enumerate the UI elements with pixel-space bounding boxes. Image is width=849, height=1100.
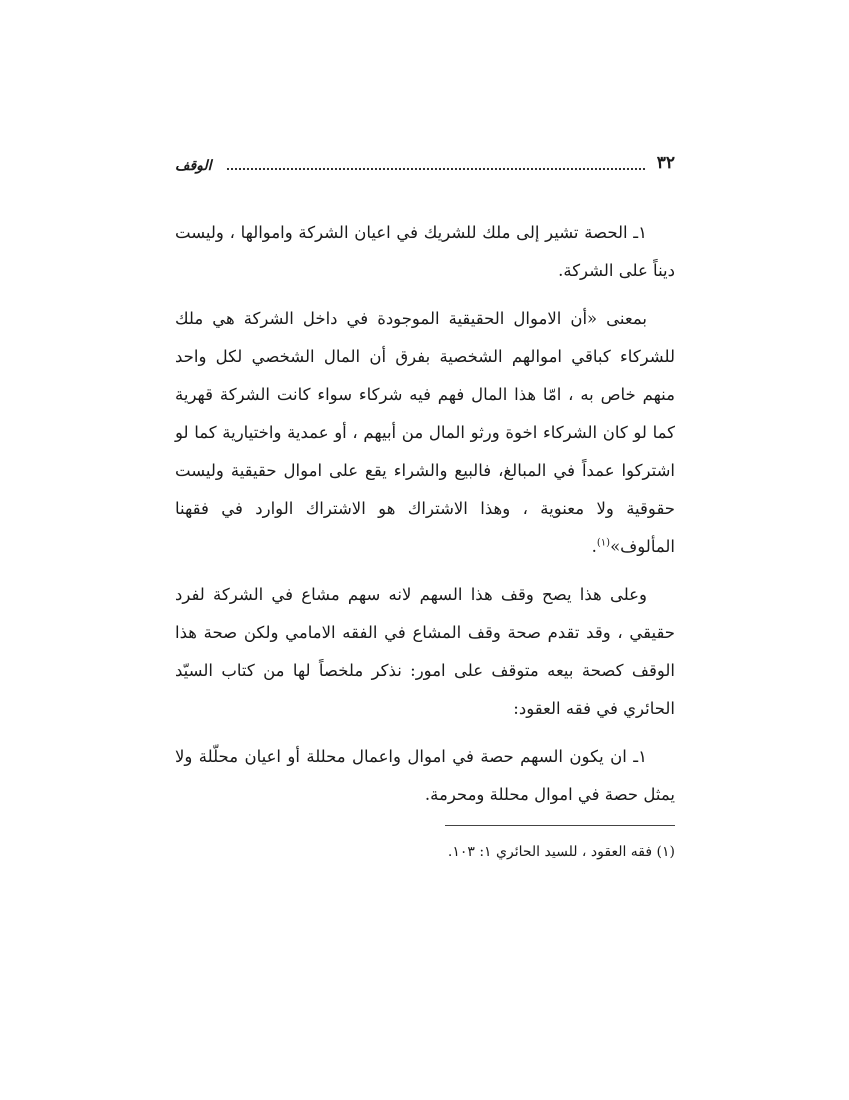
header-dotted-leader [227, 168, 645, 170]
footnote-marker: (١) [596, 537, 611, 549]
footnote: (١) فقه العقود ، للسيد الحائري ١: ١٠٣. [447, 844, 675, 860]
footnote-divider [445, 825, 675, 826]
quotation-text: بمعنى «أن الاموال الحقيقية الموجودة في داخل الشركة هي ملك للشركاء كباقي اموالهم الشخصية بفرق أن المال الشخصي لكل واحد منهم خاص به ، امّا هذا المال فهم فيه شركاء سواء كانت الشركة قهرية كما لو كان الشركاء اخوة ورثو المال من أبيهم ، أو عمدية واختيارية كما لو اشتركوا عمداً في المبالغ، فالبيع والشراء يقع على اموال حقيقية وليست حقوقية ولا معنوية ، وهذا الاشتراك هو الاشتراك الوارد في فقهنا المألوف» [175, 309, 675, 556]
page-header [175, 152, 675, 184]
running-title: الوقف [175, 158, 212, 174]
paragraph-quotation [175, 300, 675, 566]
paragraph-end-mark: . [591, 537, 597, 556]
paragraph-share-definition: ١ـ الحصة تشير إلى ملك للشريك في اعيان الشركة واموالها ، وليست ديناً على الشركة. [175, 223, 675, 280]
page-number: ٣٢ [656, 153, 675, 173]
paragraph-waqf-validity: وعلى هذا يصح وقف هذا السهم لانه سهم مشاع في الشركة لفرد حقيقي ، وقد تقدم صحة وقف المشاع في الفقه الامامي ولكن صحة هذا الوقف كصحة بيعه متوقف على امور: نذكر ملخصاً لها من كتاب السيّد الحائري في فقه العقود: [175, 585, 675, 718]
main-text [175, 214, 675, 824]
paragraph-condition-one: ١ـ ان يكون السهم حصة في اموال واعمال محللة أو اعيان محلّلة ولا يمثل حصة في اموال محللة ومحرمة. [175, 747, 675, 804]
